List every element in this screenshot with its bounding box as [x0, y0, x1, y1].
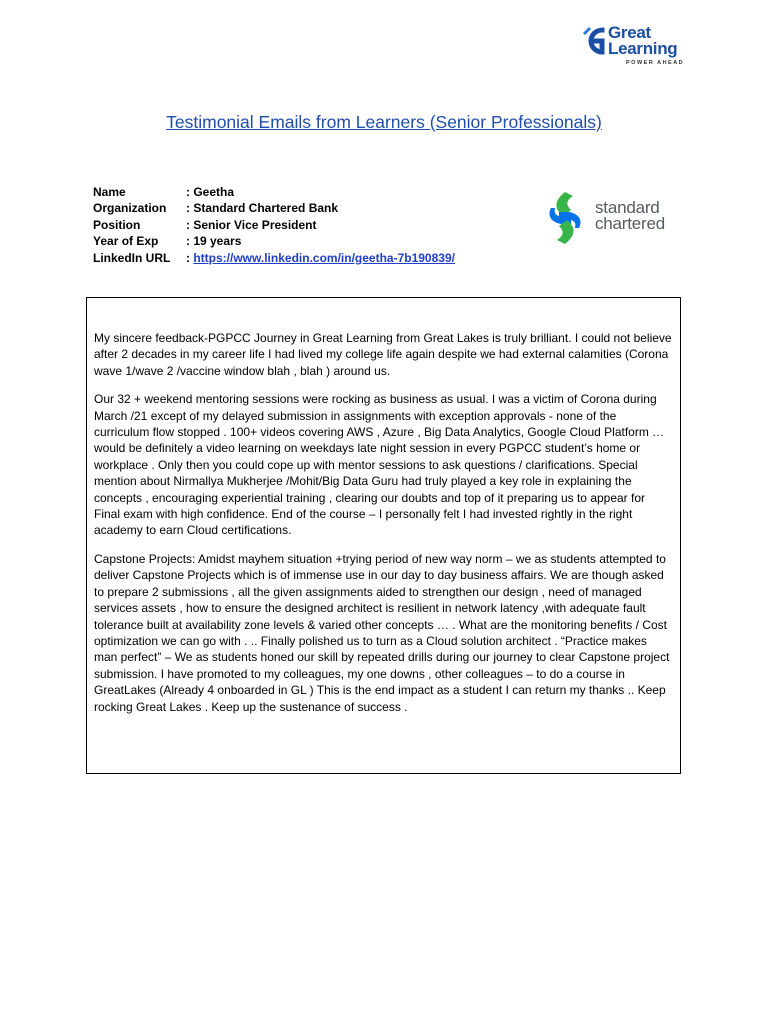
profile-row-position	[93, 217, 455, 233]
testimonial-paragraph: Our 32 + weekend mentoring sessions were rocking as business as usual. I was a victim of Corona during March /21 except of my delayed submission in assignments with exception approvals - none of the curriculum flow stopped . 100+ videos covering AWS , Azure , Big Data Analytics, Google Cloud Platform … would be definitely a video learning on weekdays late night session in every PGPCC student’s home or workplace . Only then you could cope up with mentor sessions to ask questions / clarifications. Special mention about Nirmallya Mukherjee /Mohit/Big Data Guru had truly played a key role in explaining the concepts , encouraging experiential training , clearing our doubts and top of it preparing us to appear for Final exam with high confidence. End of the course – I personally felt I had invested rightly in the right academy to earn Cloud certifications.	[94, 392, 665, 538]
great-learning-logo	[580, 22, 695, 72]
brand-name-line1: Great	[608, 23, 651, 42]
brand-name-line2: Learning	[608, 39, 678, 58]
profile-label: Position	[93, 217, 141, 232]
profile-label: Organization	[93, 201, 167, 216]
profile-value: : Standard Chartered Bank	[186, 201, 339, 216]
profile-row-linkedin	[93, 250, 455, 266]
profile-label: Name	[93, 185, 126, 199]
company-logo-text	[595, 200, 665, 232]
profile-value	[186, 250, 455, 266]
profile-row-experience	[93, 233, 455, 249]
company-logo-line1: standard	[595, 198, 660, 217]
profile-info	[93, 184, 455, 266]
standard-chartered-mark-icon	[545, 190, 585, 246]
linkedin-link[interactable]: https://www.linkedin.com/in/geetha-7b190839/	[193, 250, 455, 265]
profile-value: : 19 years	[186, 234, 242, 249]
standard-chartered-logo	[545, 190, 695, 246]
testimonial-paragraph: My sincere feedback-PGPCC Journey in Great Learning from Great Lakes is truly brilliant. I could not believe after 2 decades in my career life I had lived my college life again despite we had external calamities (Corona wave 1/wave 2 /vaccine window blah , blah ) around us.	[94, 331, 672, 378]
profile-value: : Senior Vice President	[186, 217, 317, 232]
great-learning-g-icon	[580, 24, 606, 58]
profile-value: : Geetha	[186, 185, 235, 199]
profile-label: LinkedIn URL	[93, 250, 171, 265]
linkedin-prefix: :	[186, 250, 194, 265]
testimonial-paragraph: Capstone Projects: Amidst mayhem situation +trying period of new way norm – we as students attempted to deliver Capstone Projects which is of immense use in our day to day business affairs. We are though asked to prepare 2 submissions , all the given assignments aided to strengthen our design , need of managed services assets , how to ensure the designed architect is resilient in network latency ,with adequate fault tolerance built at availability zone levels & varied other concepts … . What are the monitoring benefits / Cost optimization we can go with . .. Finally polished us to turn as a Cloud solution architect . “Practice makes man perfect” – We as students honed our skill by repeated drills during our journey to clear Capstone project submission. I have promoted to my colleagues, my one downs , other colleagues – to do a course in GreatLakes (Already 4 onboarded in GL ) This is the end impact as a student I can return my thanks .. Keep rocking Great Lakes . Keep up the sustenance of success .	[94, 551, 670, 714]
testimonial-box	[86, 297, 681, 774]
profile-row-organization	[93, 200, 455, 216]
profile-row-name	[93, 184, 455, 200]
company-logo-line2: chartered	[595, 214, 666, 233]
profile-label: Year of Exp	[93, 234, 159, 249]
brand-tagline: POWER AHEAD	[626, 60, 685, 66]
page-title: Testimonial Emails from Learners (Senior Professionals)	[166, 112, 602, 132]
